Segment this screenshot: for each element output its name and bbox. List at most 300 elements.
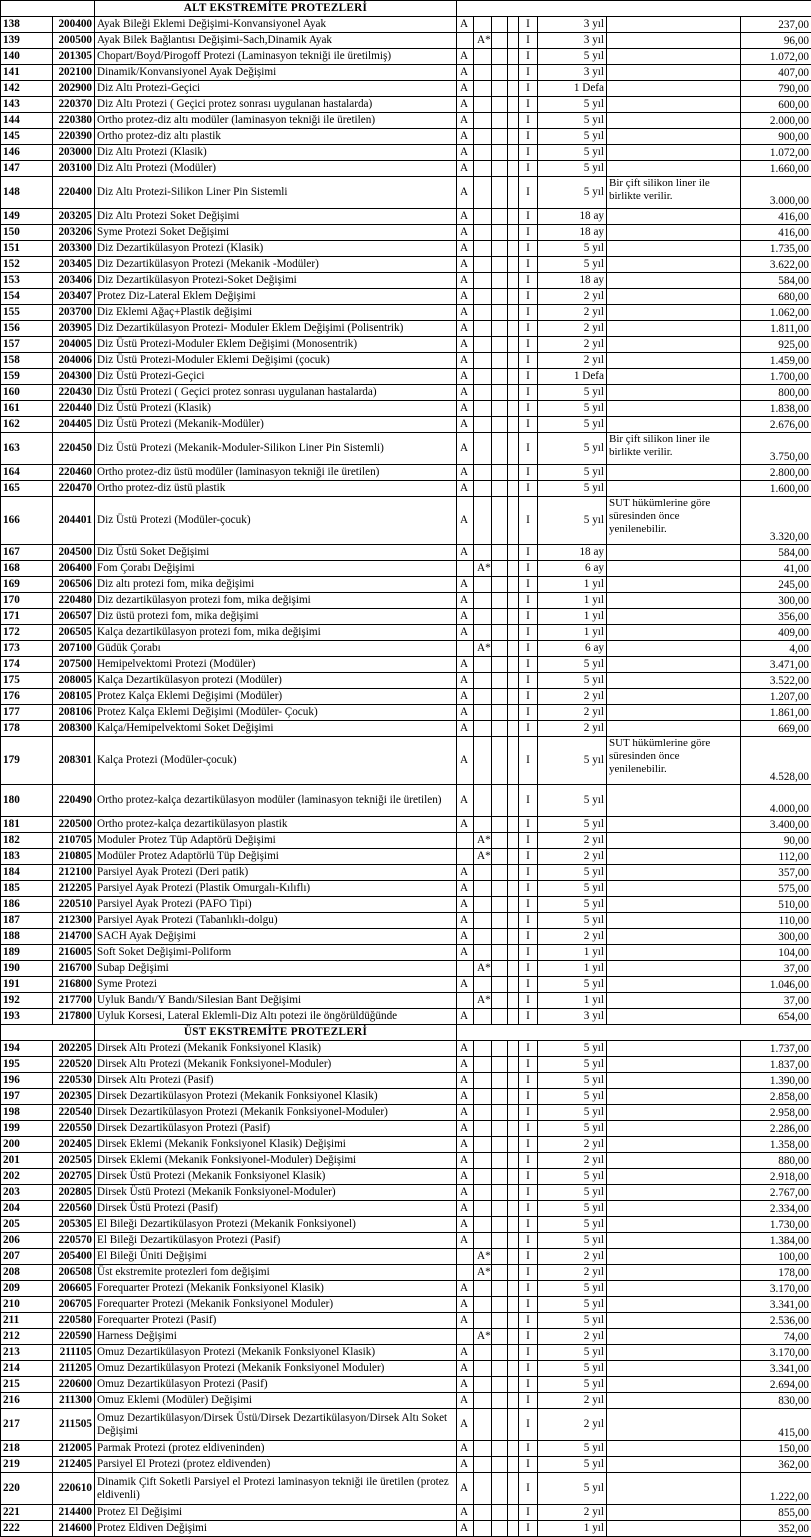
a-marker: A	[457, 385, 474, 401]
item-code: 216700	[53, 961, 95, 977]
empty-cell	[508, 1249, 519, 1265]
a-marker: A	[457, 481, 474, 497]
section-header	[1, 1025, 811, 1041]
table-row	[1, 1089, 811, 1105]
renewal-period: 5 yıl	[538, 1057, 607, 1073]
item-name: Forequarter Protezi (Pasif)	[95, 1313, 457, 1329]
empty-cell	[492, 497, 508, 545]
renewal-period: 5 yıl	[538, 481, 607, 497]
a-star-marker	[474, 721, 492, 737]
empty-cell	[508, 145, 519, 161]
row-number: 161	[1, 401, 53, 417]
row-number: 151	[1, 241, 53, 257]
item-name: Güdük Çorabı	[95, 641, 457, 657]
empty-cell	[508, 977, 519, 993]
a-marker: A	[457, 721, 474, 737]
a-star-marker: A*	[474, 641, 492, 657]
i-marker: I	[519, 1169, 538, 1185]
i-marker: I	[519, 1185, 538, 1201]
item-name: Kalça Dezartikülasyon protezi (Modüler)	[95, 673, 457, 689]
note	[607, 1041, 741, 1057]
a-marker: A	[457, 689, 474, 705]
table-row	[1, 865, 811, 881]
a-star-marker	[474, 1505, 492, 1521]
a-marker	[457, 1249, 474, 1265]
i-marker: I	[519, 1233, 538, 1249]
i-marker: I	[519, 1121, 538, 1137]
note	[607, 961, 741, 977]
item-code: 214700	[53, 929, 95, 945]
item-name: Omuz Dezartikülasyon/Dirsek Üstü/Dirsek Dezartikülasyon/Dirsek Altı Soket Değişimi	[95, 1409, 457, 1441]
price: 416,00	[741, 225, 811, 241]
a-marker: A	[457, 17, 474, 33]
empty-cell	[492, 897, 508, 913]
a-marker: A	[457, 1057, 474, 1073]
renewal-period: 5 yıl	[538, 49, 607, 65]
a-marker	[457, 961, 474, 977]
empty-cell	[492, 545, 508, 561]
item-name: Dirsek Üstü Protezi (Mekanik Fonksiyonel-Moduler)	[95, 1185, 457, 1201]
a-marker: A	[457, 177, 474, 209]
table-row	[1, 321, 811, 337]
a-star-marker: A*	[474, 33, 492, 49]
row-number: 204	[1, 1201, 53, 1217]
a-star-marker	[474, 1345, 492, 1361]
row-number: 141	[1, 65, 53, 81]
item-code: 214400	[53, 1505, 95, 1521]
empty-cell	[492, 1217, 508, 1233]
row-number: 149	[1, 209, 53, 225]
i-marker: I	[519, 81, 538, 97]
a-marker: A	[457, 737, 474, 785]
row-number: 200	[1, 1137, 53, 1153]
renewal-period: 1 yıl	[538, 1521, 607, 1537]
table-row	[1, 481, 811, 497]
empty-cell	[508, 657, 519, 673]
empty-cell	[492, 1377, 508, 1393]
a-star-marker	[474, 481, 492, 497]
price: 2.858,00	[741, 1089, 811, 1105]
item-code: 220560	[53, 1201, 95, 1217]
item-name: Soft Soket Değişimi-Poliform	[95, 945, 457, 961]
item-name: Parsiyel Ayak Protezi (Tabanlıklı-dolgu)	[95, 913, 457, 929]
item-name: Diz Dezartikülasyon Protezi- Moduler Eklem Değişimi (Polisentrik)	[95, 321, 457, 337]
empty-cell	[508, 785, 519, 817]
item-name: Uyluk Bandı/Y Bandı/Silesian Bant Değişimi	[95, 993, 457, 1009]
a-marker: A	[457, 545, 474, 561]
a-star-marker	[474, 1121, 492, 1137]
item-code: 208300	[53, 721, 95, 737]
a-star-marker	[474, 1409, 492, 1441]
renewal-period: 5 yıl	[538, 657, 607, 673]
a-marker: A	[457, 657, 474, 673]
note	[607, 353, 741, 369]
note	[607, 161, 741, 177]
price: 237,00	[741, 17, 811, 33]
item-name: Diz Üstü Protezi-Moduler Eklem Değişimi (Monosentrik)	[95, 337, 457, 353]
item-code: 206507	[53, 609, 95, 625]
a-star-marker	[474, 1217, 492, 1233]
empty-cell	[508, 1361, 519, 1377]
price: 357,00	[741, 865, 811, 881]
table-row	[1, 993, 811, 1009]
a-star-marker	[474, 577, 492, 593]
a-marker: A	[457, 1505, 474, 1521]
renewal-period: 2 yıl	[538, 833, 607, 849]
item-code: 206705	[53, 1297, 95, 1313]
empty-cell	[508, 961, 519, 977]
a-marker: A	[457, 145, 474, 161]
a-star-marker	[474, 1201, 492, 1217]
row-number: 172	[1, 625, 53, 641]
price: 4.528,00	[741, 737, 811, 785]
a-marker: A	[457, 433, 474, 465]
i-marker: I	[519, 1473, 538, 1505]
item-code: 203206	[53, 225, 95, 241]
table-row	[1, 273, 811, 289]
item-code: 203000	[53, 145, 95, 161]
a-marker: A	[457, 353, 474, 369]
note	[607, 1105, 741, 1121]
empty-cell	[492, 1409, 508, 1441]
note	[607, 1457, 741, 1473]
renewal-period: 5 yıl	[538, 673, 607, 689]
empty-cell	[508, 913, 519, 929]
item-code: 220510	[53, 897, 95, 913]
empty-cell	[492, 1185, 508, 1201]
renewal-period: 3 yıl	[538, 33, 607, 49]
a-star-marker	[474, 1313, 492, 1329]
price: 352,00	[741, 1521, 811, 1537]
renewal-period: 2 yıl	[538, 689, 607, 705]
price: 112,00	[741, 849, 811, 865]
empty-cell	[492, 97, 508, 113]
table-row	[1, 1249, 811, 1265]
empty-cell	[492, 1041, 508, 1057]
empty-cell	[492, 385, 508, 401]
row-number: 182	[1, 833, 53, 849]
row-number: 168	[1, 561, 53, 577]
i-marker: I	[519, 593, 538, 609]
row-number: 186	[1, 897, 53, 913]
item-name: Ortho protez-diz üstü modüler (laminasyon tekniği ile üretilen)	[95, 465, 457, 481]
renewal-period: 5 yıl	[538, 913, 607, 929]
i-marker: I	[519, 385, 538, 401]
row-number: 213	[1, 1345, 53, 1361]
renewal-period: 5 yıl	[538, 145, 607, 161]
row-number: 170	[1, 593, 53, 609]
renewal-period: 2 yıl	[538, 1329, 607, 1345]
price: 2.536,00	[741, 1313, 811, 1329]
price: 1.459,00	[741, 353, 811, 369]
renewal-period: 18 ay	[538, 273, 607, 289]
empty-cell	[508, 49, 519, 65]
renewal-period: 2 yıl	[538, 929, 607, 945]
empty-cell	[508, 433, 519, 465]
a-marker: A	[457, 465, 474, 481]
a-star-marker	[474, 65, 492, 81]
price: 407,00	[741, 65, 811, 81]
note	[607, 945, 741, 961]
section-header-blank	[1, 1, 95, 17]
price: 1.600,00	[741, 481, 811, 497]
row-number: 142	[1, 81, 53, 97]
item-code: 220540	[53, 1105, 95, 1121]
row-number: 215	[1, 1377, 53, 1393]
a-star-marker	[474, 401, 492, 417]
item-code: 210705	[53, 833, 95, 849]
a-marker: A	[457, 1121, 474, 1137]
note	[607, 417, 741, 433]
empty-cell	[508, 593, 519, 609]
table-row	[1, 1377, 811, 1393]
a-star-marker: A*	[474, 1265, 492, 1281]
price: 110,00	[741, 913, 811, 929]
renewal-period: 2 yıl	[538, 1153, 607, 1169]
price: 416,00	[741, 209, 811, 225]
note	[607, 97, 741, 113]
note	[607, 561, 741, 577]
renewal-period: 2 yıl	[538, 337, 607, 353]
empty-cell	[492, 145, 508, 161]
a-star-marker	[474, 1057, 492, 1073]
table-row	[1, 1185, 811, 1201]
i-marker: I	[519, 65, 538, 81]
renewal-period: 2 yıl	[538, 1137, 607, 1153]
renewal-period: 5 yıl	[538, 161, 607, 177]
i-marker: I	[519, 177, 538, 209]
empty-cell	[508, 689, 519, 705]
item-name: Diz Üstü Protezi ( Geçici protez sonrası uygulanan hastalarda)	[95, 385, 457, 401]
empty-cell	[508, 1153, 519, 1169]
empty-cell	[508, 1521, 519, 1537]
empty-cell	[508, 113, 519, 129]
a-marker: A	[457, 977, 474, 993]
a-marker: A	[457, 897, 474, 913]
row-number: 196	[1, 1073, 53, 1089]
price: 1.390,00	[741, 1073, 811, 1089]
price: 3.750,00	[741, 433, 811, 465]
empty-cell	[508, 1345, 519, 1361]
row-number: 152	[1, 257, 53, 273]
a-star-marker	[474, 161, 492, 177]
item-code: 204300	[53, 369, 95, 385]
i-marker: I	[519, 1313, 538, 1329]
item-name: Ayak Bileği Eklemi Değişimi-Konvansiyonel Ayak	[95, 17, 457, 33]
row-number: 185	[1, 881, 53, 897]
a-star-marker	[474, 1169, 492, 1185]
item-name: Dirsek Altı Protezi (Mekanik Fonksiyonel-Moduler)	[95, 1057, 457, 1073]
row-number: 171	[1, 609, 53, 625]
renewal-period: 3 yıl	[538, 65, 607, 81]
empty-cell	[492, 673, 508, 689]
table-row	[1, 1041, 811, 1057]
table-row	[1, 433, 811, 465]
item-code: 220610	[53, 1473, 95, 1505]
note	[607, 1393, 741, 1409]
row-number: 160	[1, 385, 53, 401]
price: 1.072,00	[741, 49, 811, 65]
table-row	[1, 593, 811, 609]
table-row	[1, 641, 811, 657]
item-name: Omuz Dezartikülasyon Protezi (Mekanik Fonksiyonel Moduler)	[95, 1361, 457, 1377]
empty-cell	[492, 1073, 508, 1089]
i-marker: I	[519, 673, 538, 689]
row-number: 221	[1, 1505, 53, 1521]
empty-cell	[508, 897, 519, 913]
empty-cell	[508, 577, 519, 593]
renewal-period: 1 yıl	[538, 961, 607, 977]
empty-cell	[508, 1409, 519, 1441]
empty-cell	[492, 993, 508, 1009]
note	[607, 225, 741, 241]
row-number: 201	[1, 1153, 53, 1169]
note	[607, 673, 741, 689]
empty-cell	[492, 209, 508, 225]
item-name: SACH Ayak Değişimi	[95, 929, 457, 945]
item-name: Diz Dezartikülasyon Protezi (Klasik)	[95, 241, 457, 257]
item-name: Kalça dezartikülasyon protezi fom, mika değişimi	[95, 625, 457, 641]
table-row	[1, 65, 811, 81]
renewal-period: 5 yıl	[538, 737, 607, 785]
empty-cell	[508, 817, 519, 833]
empty-cell	[492, 49, 508, 65]
price: 100,00	[741, 1249, 811, 1265]
empty-cell	[492, 641, 508, 657]
empty-cell	[492, 1297, 508, 1313]
a-marker: A	[457, 1473, 474, 1505]
empty-cell	[508, 625, 519, 641]
price: 600,00	[741, 97, 811, 113]
table-row	[1, 257, 811, 273]
item-name: Dirsek Eklemi (Mekanik Fonksiyonel-Moduler) Değişimi	[95, 1153, 457, 1169]
row-number: 218	[1, 1441, 53, 1457]
row-number: 183	[1, 849, 53, 865]
price: 2.958,00	[741, 1105, 811, 1121]
empty-cell	[508, 177, 519, 209]
table-row	[1, 161, 811, 177]
item-name: Dirsek Dezartikülasyon Protezi (Mekanik Fonksiyonel Klasik)	[95, 1089, 457, 1105]
section-header	[1, 1, 811, 17]
note	[607, 977, 741, 993]
item-name: Diz Üstü Protezi-Moduler Eklemi Değişimi (çocuk)	[95, 353, 457, 369]
empty-cell	[492, 1393, 508, 1409]
table-row	[1, 689, 811, 705]
a-star-marker	[474, 273, 492, 289]
price: 3.471,00	[741, 657, 811, 673]
empty-cell	[492, 1057, 508, 1073]
a-marker: A	[457, 129, 474, 145]
renewal-period: 5 yıl	[538, 1281, 607, 1297]
a-star-marker	[474, 433, 492, 465]
row-number: 207	[1, 1249, 53, 1265]
a-star-marker	[474, 737, 492, 785]
renewal-period: 18 ay	[538, 545, 607, 561]
item-code: 206605	[53, 1281, 95, 1297]
empty-cell	[492, 1441, 508, 1457]
renewal-period: 5 yıl	[538, 1201, 607, 1217]
empty-cell	[492, 593, 508, 609]
a-star-marker	[474, 369, 492, 385]
item-code: 212405	[53, 1457, 95, 1473]
a-marker: A	[457, 817, 474, 833]
table-row	[1, 1169, 811, 1185]
a-star-marker	[474, 1281, 492, 1297]
row-number: 156	[1, 321, 53, 337]
price: 510,00	[741, 897, 811, 913]
item-code: 214600	[53, 1521, 95, 1537]
price: 1.861,00	[741, 705, 811, 721]
a-marker: A	[457, 1313, 474, 1329]
price: 4,00	[741, 641, 811, 657]
table-row	[1, 705, 811, 721]
row-number: 138	[1, 17, 53, 33]
a-marker: A	[457, 113, 474, 129]
row-number: 157	[1, 337, 53, 353]
price: 104,00	[741, 945, 811, 961]
a-marker	[457, 849, 474, 865]
renewal-period: 5 yıl	[538, 1169, 607, 1185]
item-name: Parsiyel Ayak Protezi (PAFO Tipi)	[95, 897, 457, 913]
note	[607, 1345, 741, 1361]
row-number: 195	[1, 1057, 53, 1073]
table-row	[1, 177, 811, 209]
a-marker	[457, 33, 474, 49]
item-code: 202100	[53, 65, 95, 81]
row-number: 188	[1, 929, 53, 945]
a-marker: A	[457, 289, 474, 305]
item-code: 203100	[53, 161, 95, 177]
a-star-marker: A*	[474, 961, 492, 977]
item-code: 204401	[53, 497, 95, 545]
empty-cell	[492, 881, 508, 897]
renewal-period: 5 yıl	[538, 1441, 607, 1457]
empty-cell	[508, 1105, 519, 1121]
item-code: 220590	[53, 1329, 95, 1345]
row-number: 193	[1, 1009, 53, 1025]
row-number: 217	[1, 1409, 53, 1441]
price: 1.207,00	[741, 689, 811, 705]
i-marker: I	[519, 1329, 538, 1345]
a-marker: A	[457, 337, 474, 353]
a-star-marker: A*	[474, 993, 492, 1009]
row-number: 145	[1, 129, 53, 145]
a-marker: A	[457, 1153, 474, 1169]
empty-cell	[508, 1457, 519, 1473]
table-row	[1, 609, 811, 625]
row-number: 140	[1, 49, 53, 65]
i-marker: I	[519, 497, 538, 545]
empty-cell	[508, 705, 519, 721]
i-marker: I	[519, 273, 538, 289]
empty-cell	[508, 369, 519, 385]
a-marker: A	[457, 369, 474, 385]
empty-cell	[508, 417, 519, 433]
renewal-period: 5 yıl	[538, 977, 607, 993]
i-marker: I	[519, 1073, 538, 1089]
empty-cell	[508, 321, 519, 337]
price: 415,00	[741, 1409, 811, 1441]
renewal-period: 1 yıl	[538, 993, 607, 1009]
renewal-period: 5 yıl	[538, 1457, 607, 1473]
price: 2.334,00	[741, 1201, 811, 1217]
table-row	[1, 977, 811, 993]
price: 1.735,00	[741, 241, 811, 257]
a-marker: A	[457, 705, 474, 721]
row-number: 181	[1, 817, 53, 833]
i-marker: I	[519, 225, 538, 241]
empty-cell	[508, 1377, 519, 1393]
